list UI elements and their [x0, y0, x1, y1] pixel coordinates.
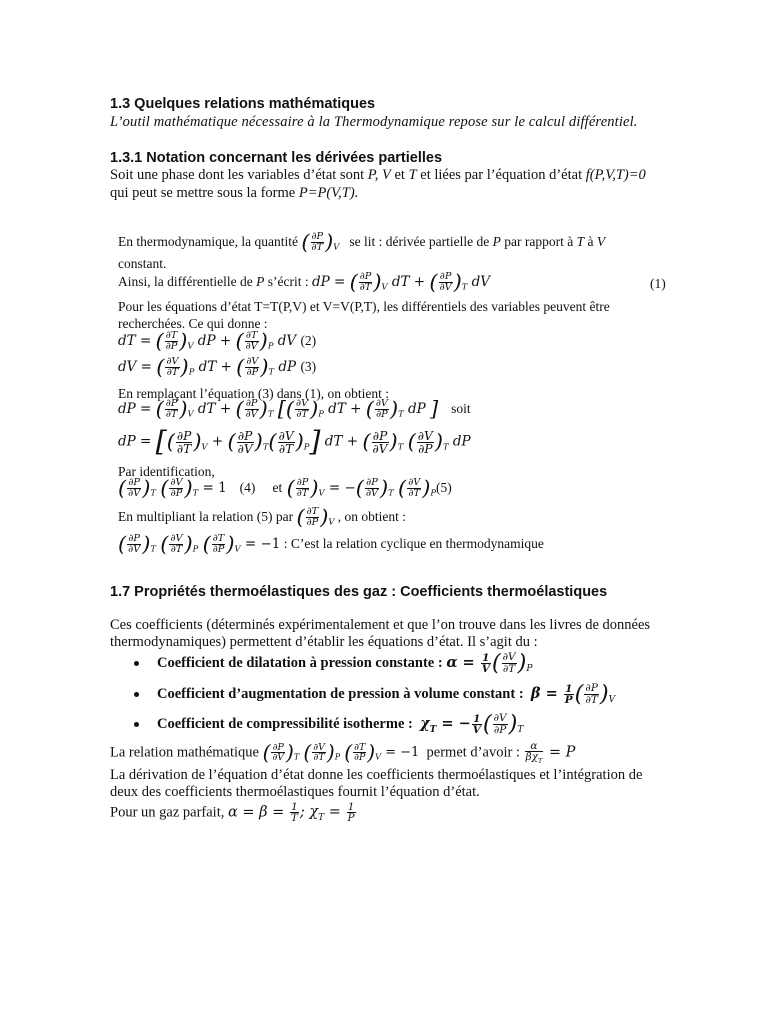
derivation-line-1: En thermodynamique, la quantité ( $\frac{\partial P}{\partial T}$ )$_V$ se lit : dérivée partielle de P par rapport à T à V [118, 230, 606, 254]
paragraph-line: Soit une phase dont les variables d’état sont P, V et T et liées par l’équation d’état f(P,V,T)=0 [110, 167, 646, 183]
paragraph-line: deux des coefficients thermoélastiques fournit l’équation d’état. [110, 784, 480, 800]
bullet-icon [134, 661, 139, 666]
relation-line: La relation mathématique ( $\frac{\partial P}{\partial V}$ )$_T$ ( $\frac{\partial V}{\partial T}$ )$_P$ ( $\frac{\partial T}{\partial P}$ )$_V = -1$ permet d’avoir : $\frac{\alpha}{\beta\chi_T}$ = P [110, 740, 576, 766]
derivation-eq-3: dV = ( $\frac{\partial V}{\partial T}$ )$_P$ dT + ( $\frac{\partial V}{\partial P}$ )$_T$ dP (3) [118, 355, 317, 379]
section-heading-1-7: 1.7 Propriétés thermoélastiques des gaz : Coefficients thermoélastiques [110, 584, 608, 600]
bullet-icon [134, 722, 139, 727]
derivation-line-2: constant. [118, 256, 167, 271]
derivation-eq-2: dT = ( $\frac{\partial T}{\partial P}$ )$_V$ dP + ( $\frac{\partial T}{\partial V}$ )$_P$ dV (2) [118, 329, 317, 353]
derivation-eq-4-5: ( $\frac{\partial P}{\partial V}$ )$_T$ ( $\frac{\partial V}{\partial P}$ )$_T = 1$ (4) et ( $\frac{\partial P}{\partial T}$ )$_V$ = −( $\frac{\partial P}{\partial V}$ )$_T$ ( $\frac{\partial V}{\partial T}$ )$_P(5)$ [118, 476, 452, 500]
bullet-coefficient-pression: Coefficient d’augmentation de pression à volume constant : β = $\frac{1}{P}$ ( $\frac{\partial P}{\partial T}$ )$_V$ [134, 683, 615, 706]
bullet-coefficient-compressibilite: Coefficient de compressibilité isotherme : $\chi_T$ = − $\frac{1}{V}$ ( $\frac{\partial V}{\partial P}$ )$_T$ [134, 713, 523, 736]
paragraph-line: La dérivation de l’équation d’état donne les coefficients thermoélastiques et l’intégration de [110, 767, 643, 783]
section-heading-1-3: 1.3 Quelques relations mathématiques [110, 96, 376, 112]
section-heading-1-3-1: 1.3.1 Notation concernant les dérivées partielles [110, 150, 443, 166]
derivation-eq-1: Ainsi, la différentielle de P s’écrit : dP = ( $\frac{\partial P}{\partial T}$ )$_V$ dT + ( $\frac{\partial P}{\partial V}$ )$_T$ dV [118, 270, 491, 294]
paragraph-line: Ces coefficients (déterminés expérimentalement et que l’on trouve dans les livres de données [110, 617, 651, 633]
derivation-line-5: recherchées. Ce qui donne : [118, 316, 268, 331]
paragraph-line: qui peut se mettre sous la forme P=P(V,T). [110, 185, 359, 201]
derivation-line-8: En remplaçant l’équation (3) dans (1), on obtient : [118, 386, 390, 401]
derivation-eq-substitution: dP = ( $\frac{\partial P}{\partial T}$ )$_V$ dT + ( $\frac{\partial P}{\partial V}$ )$_T$ [( $\frac{\partial V}{\partial T}$ )$_P$ dT + ( $\frac{\partial V}{\partial P}$ )$_T$ dP ] soit [118, 397, 471, 421]
derivation-eq-grouped: dP = [( $\frac{\partial P}{\partial T}$ )$_V$ + ( $\frac{\partial P}{\partial V}$ )$_T$( $\frac{\partial V}{\partial T}$ )$_P$] dT + ( $\frac{\partial P}{\partial V}$ )$_T$ ( $\frac{\partial V}{\partial P}$ )$_T$ dP [118, 425, 471, 458]
bullet-coefficient-dilatation: Coefficient de dilatation à pression constante : α = $\frac{1}{V}$ ( $\frac{\partial V}{\partial T}$ )$_P$ [134, 652, 532, 675]
derivation-line-4: Pour les équations d’état T=T(P,V) et V=V(P,T), les différentiels des variables peuvent être [118, 299, 610, 314]
section-subtitle: L’outil mathématique nécessaire à la Thermodynamique repose sur le calcul différentiel. [110, 114, 638, 130]
cyclic-relation: ( $\frac{\partial P}{\partial V}$ )$_T$ ( $\frac{\partial V}{\partial T}$ )$_P$ ( $\frac{\partial T}{\partial P}$ )$_V = -1$ : C’est la relation cyclique en thermodynamique [118, 532, 544, 556]
derivation-line-11: Par identification, [118, 464, 215, 479]
bullet-icon [134, 692, 139, 697]
derivation-line-13: En multipliant la relation (5) par ( $\frac{\partial T}{\partial P}$ )$_V$ , on obtient : [118, 505, 407, 529]
paragraph-line: thermodynamiques) permettent d’établir les équations d’état. Il s’agit du : [110, 634, 538, 650]
ideal-gas-line: Pour un gaz parfait, α = β = $\frac{1}{T}$ ; $\chi_T$ = $\frac{1}{P}$ [110, 801, 355, 825]
equation-number-1: (1) [650, 276, 666, 291]
